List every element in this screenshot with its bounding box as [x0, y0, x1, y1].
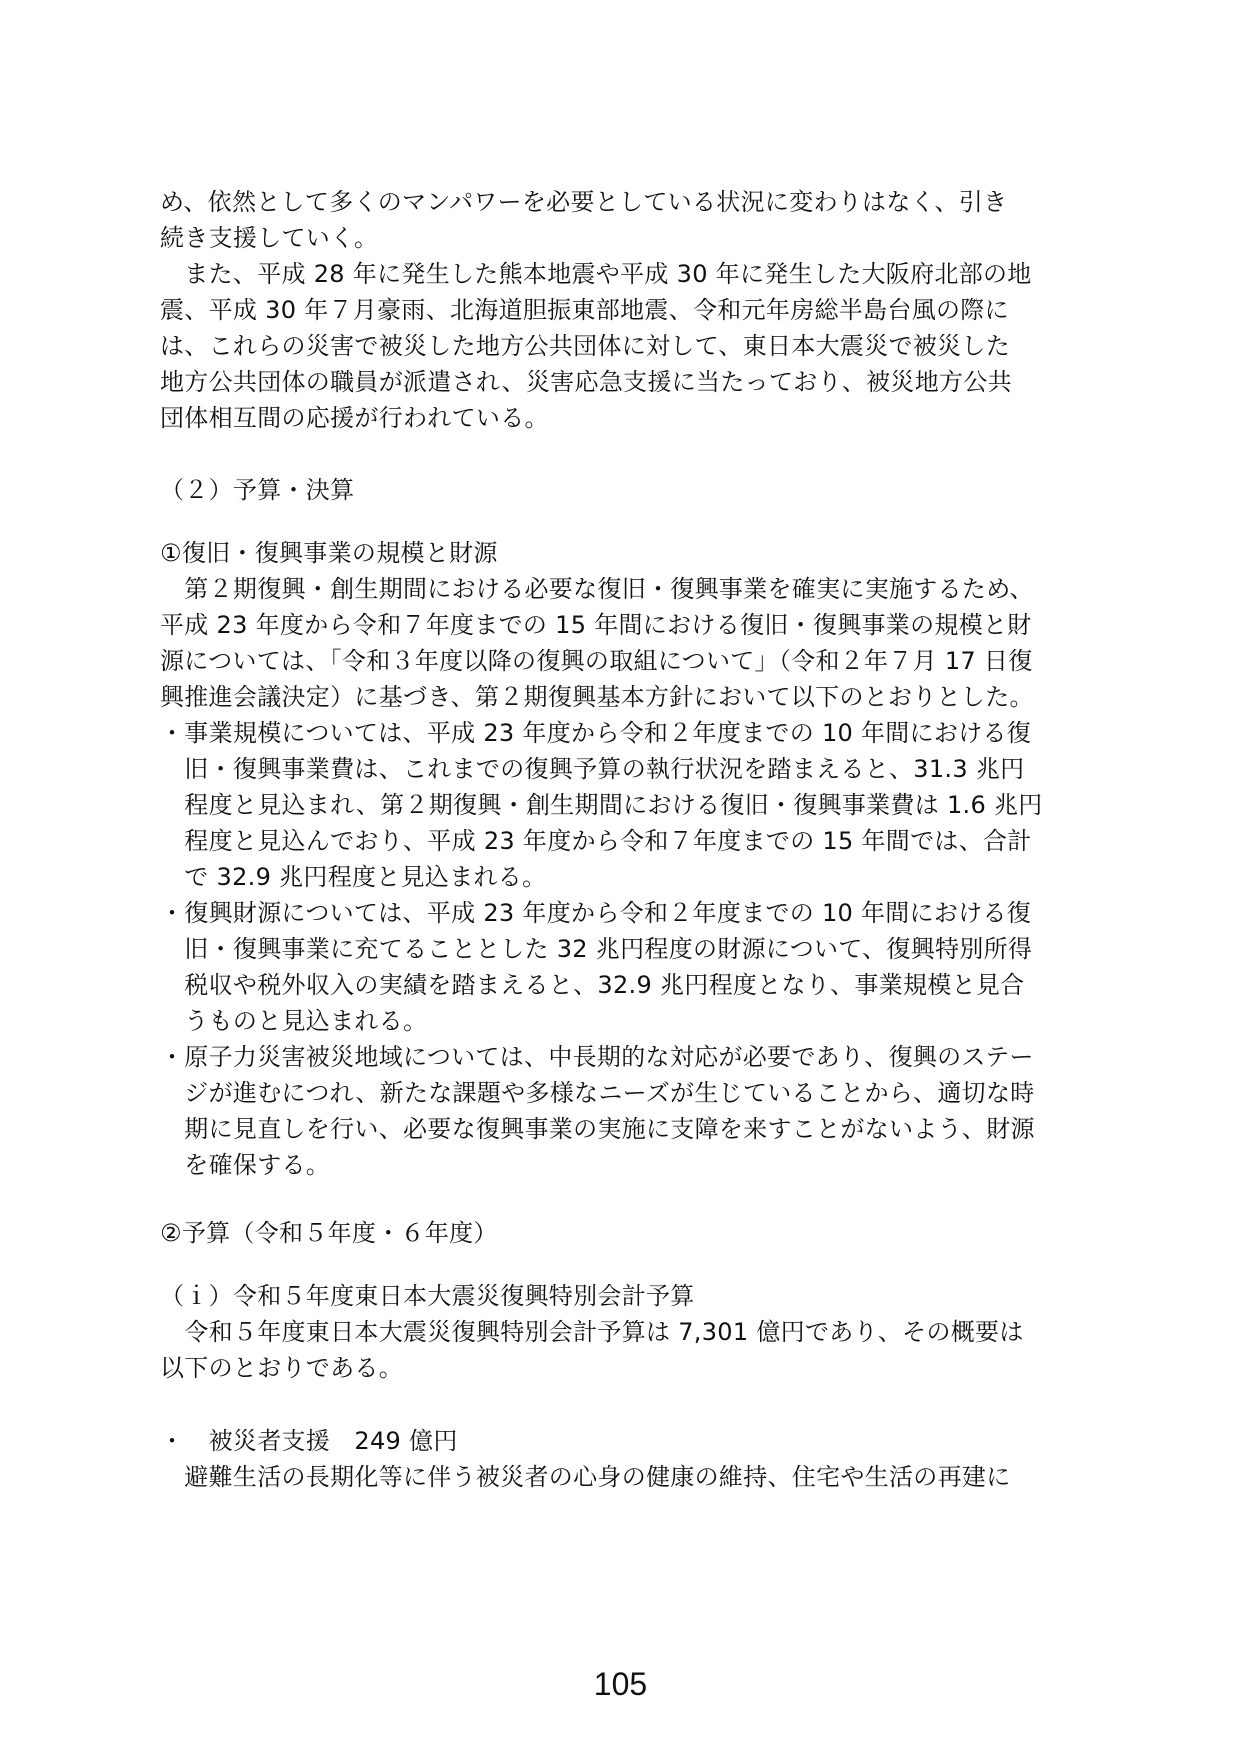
text-line: は、これらの災害で被災した地方公共団体に対して、東日本大震災で被災した	[160, 332, 1011, 360]
section-heading-budget: （２）予算・決算	[160, 476, 355, 504]
text-line: 税収や税外収入の実績を踏まえると、32.9 兆円程度となり、事業規模と見合	[160, 971, 1025, 999]
text-line: うものと見込まれる。	[160, 1007, 428, 1035]
text-line: 続き支援していく。	[160, 224, 379, 252]
text-line: 旧・復興事業費は、これまでの復興予算の執行状況を踏まえると、31.3 兆円	[160, 755, 1025, 783]
text-line: 地方公共団体の職員が派遣され、災害応急支援に当たっており、被災地方公共	[160, 368, 1012, 396]
text-line: ・原子力災害被災地域については、中長期的な対応が必要であり、復興のステー	[160, 1043, 1034, 1071]
text-line: 興推進会議決定）に基づき、第２期復興基本方針において以下のとおりとした。	[160, 683, 1034, 711]
page-number: 105	[593, 1666, 648, 1702]
subheading-scale-and-source: ①復旧・復興事業の規模と財源	[160, 539, 498, 567]
text-line: 令和５年度東日本大震災復興特別会計予算は 7,301 億円であり、その概要は	[160, 1318, 1024, 1346]
text-line: で 32.9 兆円程度と見込まれる。	[160, 863, 547, 891]
text-line: 旧・復興事業に充てることとした 32 兆円程度の財源について、復興特別所得	[160, 935, 1033, 963]
text-line: 期に見直しを行い、必要な復興事業の実施に支障を来すことがないよう、財源	[160, 1115, 1035, 1143]
text-line: 以下のとおりである。	[160, 1354, 403, 1382]
text-line: 第２期復興・創生期間における必要な復旧・復興事業を確実に実施するため、	[160, 575, 1034, 603]
text-line: 平成 23 年度から令和７年度までの 15 年間における復旧・復興事業の規模と財	[160, 611, 1032, 639]
text-line: め、依然として多くのマンパワーを必要としている状況に変わりはなく、引き	[160, 188, 1008, 216]
text-line: ・復興財源については、平成 23 年度から令和２年度までの 10 年間における復	[160, 899, 1032, 927]
text-line: 震、平成 30 年７月豪雨、北海道胆振東部地震、令和元年房総半島台風の際に	[160, 296, 1009, 324]
text-line: 程度と見込まれ、第２期復興・創生期間における復旧・復興事業費は 1.6 兆円	[160, 791, 1043, 819]
text-line: ・事業規模については、平成 23 年度から令和２年度までの 10 年間における復	[160, 719, 1032, 747]
text-line: また、平成 28 年に発生した熊本地震や平成 30 年に発生した大阪府北部の地	[160, 260, 1032, 288]
text-line: ジが進むにつれ、新たな課題や多様なニーズが生じていることから、適切な時	[160, 1079, 1035, 1107]
text-line: 程度と見込んでおり、平成 23 年度から令和７年度までの 15 年間では、合計	[160, 827, 1032, 855]
subheading-r5-special-account: （ｉ）令和５年度東日本大震災復興特別会計予算	[160, 1282, 695, 1310]
text-line: を確保する。	[160, 1151, 331, 1179]
subheading-budget-r5-r6: ②予算（令和５年度・６年度）	[160, 1219, 498, 1247]
text-line: 源については、「令和３年度以降の復興の取組について」（令和２年７月 17 日復	[160, 647, 1033, 675]
para-victim-support: 避難生活の長期化等に伴う被災者の心身の健康の維持、住宅や生活の再建に	[160, 1463, 1011, 1491]
bullet-victim-support: ・ 被災者支援 249 億円	[160, 1427, 458, 1455]
text-line: 団体相互間の応援が行われている。	[160, 404, 549, 432]
